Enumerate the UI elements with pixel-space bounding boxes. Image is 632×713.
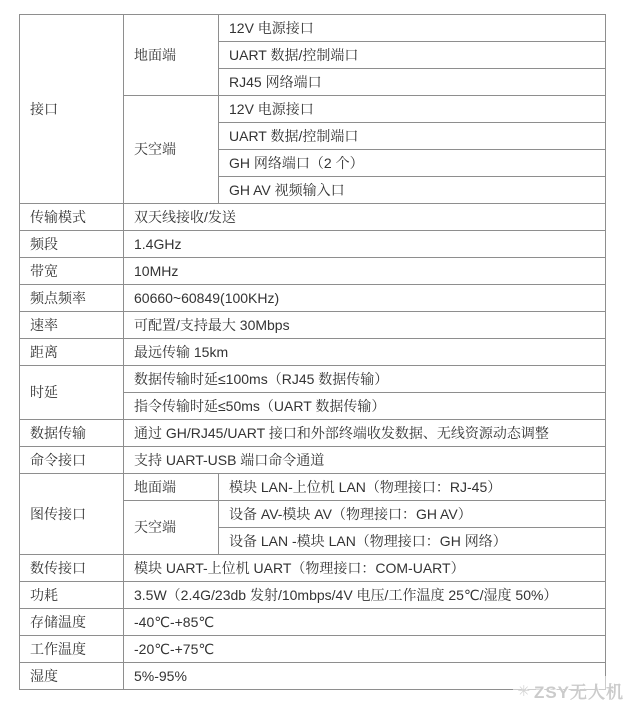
spec-value-cell: 12V 电源接口: [219, 15, 606, 42]
spec-name-cell: 时延: [20, 366, 124, 420]
table-row: [20, 366, 606, 393]
table-row: [20, 231, 606, 258]
spec-name-cell: 数传接口: [20, 555, 124, 582]
spec-value-cell: 12V 电源接口: [219, 96, 606, 123]
table-row: [20, 555, 606, 582]
spec-value-cell: 60660~60849(100KHz): [124, 285, 606, 312]
spec-value-cell: 可配置/支持最大 30Mbps: [124, 312, 606, 339]
spec-value-cell: RJ45 网络端口: [219, 69, 606, 96]
table-row: [20, 285, 606, 312]
endpoint-group-cell: 地面端: [124, 15, 219, 96]
spec-value-cell: 模块 UART-上位机 UART（物理接口：COM-UART）: [124, 555, 606, 582]
watermark: [513, 676, 628, 705]
spec-value-cell: 设备 LAN -模块 LAN（物理接口：GH 网络）: [219, 528, 606, 555]
spec-name-cell: 命令接口: [20, 447, 124, 474]
spec-name-cell: 频点频率: [20, 285, 124, 312]
spec-value-cell: 通过 GH/RJ45/UART 接口和外部终端收发数据、无线资源动态调整: [124, 420, 606, 447]
spec-value-cell: -20℃-+75℃: [124, 636, 606, 663]
starburst-logo-icon: ✳: [517, 682, 531, 700]
table-row: [20, 474, 606, 501]
table-row: [20, 204, 606, 231]
spec-name-cell: 传输模式: [20, 204, 124, 231]
spec-value-cell: 支持 UART-USB 端口命令通道: [124, 447, 606, 474]
spec-value-cell: -40℃-+85℃: [124, 609, 606, 636]
spec-name-cell: 带宽: [20, 258, 124, 285]
spec-value-cell: GH AV 视频输入口: [219, 177, 606, 204]
table-row: [20, 312, 606, 339]
spec-value-cell: 最远传输 15km: [124, 339, 606, 366]
spec-name-cell: 湿度: [20, 663, 124, 690]
table-row: [20, 582, 606, 609]
table-row: [20, 636, 606, 663]
table-row: [20, 447, 606, 474]
spec-value-cell: 模块 LAN-上位机 LAN（物理接口：RJ-45）: [219, 474, 606, 501]
spec-value-cell: 数据传输时延≤100ms（RJ45 数据传输）: [124, 366, 606, 393]
spec-name-cell: 距离: [20, 339, 124, 366]
spec-value-cell: 1.4GHz: [124, 231, 606, 258]
spec-table: [19, 14, 606, 690]
spec-value-cell: 指令传输时延≤50ms（UART 数据传输）: [124, 393, 606, 420]
spec-value-cell: 设备 AV-模块 AV（物理接口：GH AV）: [219, 501, 606, 528]
table-row: [20, 339, 606, 366]
spec-name-cell: 频段: [20, 231, 124, 258]
spec-name-cell: 图传接口: [20, 474, 124, 555]
spec-value-cell: 5%-95%: [124, 663, 606, 690]
spec-name-cell: 工作温度: [20, 636, 124, 663]
spec-name-cell: 接口: [20, 15, 124, 204]
table-row: [20, 420, 606, 447]
spec-name-cell: 功耗: [20, 582, 124, 609]
spec-value-cell: UART 数据/控制端口: [219, 123, 606, 150]
table-row: [20, 609, 606, 636]
endpoint-group-cell: 地面端: [124, 474, 219, 501]
spec-name-cell: 数据传输: [20, 420, 124, 447]
endpoint-group-cell: 天空端: [124, 501, 219, 555]
spec-value-cell: UART 数据/控制端口: [219, 42, 606, 69]
table-row: [20, 15, 606, 42]
endpoint-group-cell: 天空端: [124, 96, 219, 204]
spec-name-cell: 存储温度: [20, 609, 124, 636]
watermark-text: ZSY无人机: [533, 683, 624, 702]
spec-value-cell: GH 网络端口（2 个）: [219, 150, 606, 177]
spec-name-cell: 速率: [20, 312, 124, 339]
spec-value-cell: 双天线接收/发送: [124, 204, 606, 231]
table-row: [20, 258, 606, 285]
spec-value-cell: 10MHz: [124, 258, 606, 285]
spec-value-cell: 3.5W（2.4G/23db 发射/10mbps/4V 电压/工作温度 25℃/湿度 50%）: [124, 582, 606, 609]
